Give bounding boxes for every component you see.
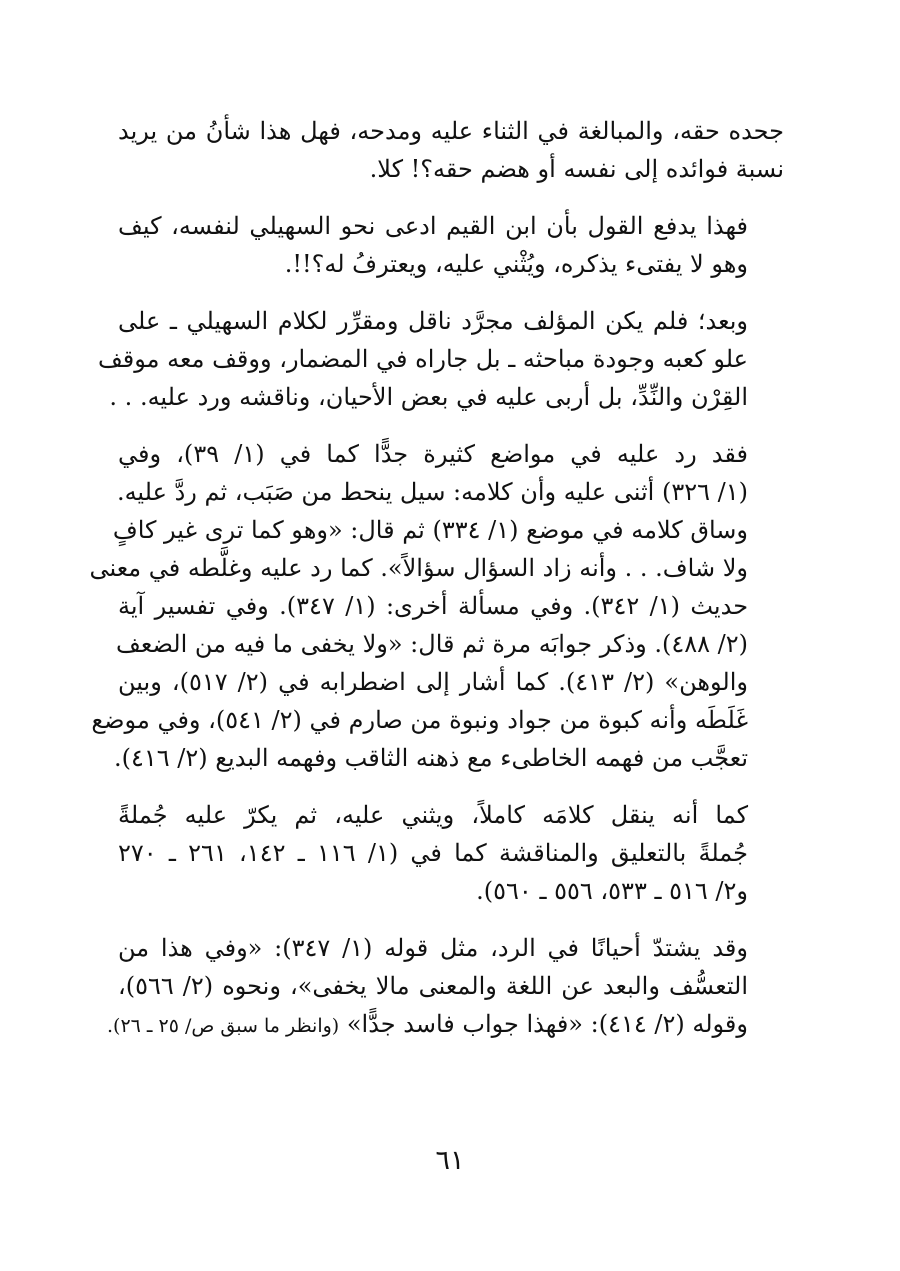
paragraph-2 (118, 207, 784, 283)
text-line: فقد رد عليه في مواضع كثيرة جدًّا كما في (١/ ٣٩)، وفي (118, 440, 749, 468)
paragraph-6 (107, 929, 784, 1045)
text-line: وهو لا يفتىء يذكره، ويُثْني عليه، ويعترفُ له؟!!. (284, 250, 748, 278)
text-line: وساق كلامه في موضع (١/ ٣٣٤) ثم قال: «وهو كما ترى غير كافٍ (112, 516, 748, 544)
paragraph-4 (89, 435, 784, 777)
text-line: التعسُّف والبعد عن اللغة والمعنى مالا يخفى»، ونحوه (٢/ ٥٦٦)، (118, 972, 748, 1000)
text-line: تعجَّب من فهمه الخاطىء مع ذهنه الثاقب وفهمه البديع (٢/ ٤١٦). (114, 744, 748, 772)
text-line: نسبة فوائده إلى نفسه أو هضم حقه؟! كلا. (369, 155, 784, 183)
text-line: والوهن» (٢/ ٤١٣). كما أشار إلى اضطرابه في (٢/ ٥١٧)، وبين (118, 668, 748, 696)
text-line-main: وقوله (٢/ ٤١٤): «فهذا جواب فاسد جدًّا» (346, 1010, 748, 1038)
text-line: علو كعبه وجودة مباحثه ـ بل جاراه في المضمار، ووقف معه موقف (97, 345, 748, 373)
text-line: و٢/ ٥١٦ ـ ٥٣٣، ٥٥٦ ـ ٥٦٠). (476, 877, 748, 905)
text-line: القِرْن والنِّدِّ، بل أربى عليه في بعض الأحيان، وناقشه ورد عليه. . . (109, 383, 748, 411)
text-line: فهذا يدفع القول بأن ابن القيم ادعى نحو السهيلي لنفسه، كيف (118, 212, 749, 240)
text-line: (٢/ ٤٨٨). وذكر جوابَه مرة ثم قال: «ولا يخفى ما فيه من الضعف (116, 630, 748, 658)
page-body (89, 112, 784, 1064)
paragraph-5 (118, 796, 784, 910)
paragraph-1 (118, 112, 784, 188)
text-line: غَلَطَه وأنه كبوة من جواد ونبوة من صارم في (٢/ ٥٤١)، وفي موضع (91, 706, 748, 734)
text-line: وقد يشتدّ أحيانًا في الرد، مثل قوله (١/ ٣٤٧): «وفي هذا من (118, 934, 748, 962)
text-line (107, 1005, 784, 1045)
text-line: جحده حقه، والمبالغة في الثناء عليه ومدحه، فهل هذا شأنُ من يريد (118, 117, 784, 145)
text-line: حديث (١/ ٣٤٢). وفي مسألة أخرى: (١/ ٣٤٧). وفي تفسير آية (118, 592, 749, 620)
parenthetical-note: (وانظر ما سبق ص/ ٢٥ ـ ٢٦). (107, 1015, 340, 1037)
paragraph-3 (97, 302, 784, 416)
text-line: (١/ ٣٢٦) أثنى عليه وأن كلامه: سيل ينحط من صَبَب، ثم ردَّ عليه. (116, 478, 748, 506)
text-line: ولا شاف. . . وأنه زاد السؤال سؤالاً». كما رد عليه وغلَّطه في معنى (89, 554, 748, 582)
text-line: جُملةً بالتعليق والمناقشة كما في (١/ ١١٦ ـ ١٤٢، ٢٦١ ـ ٢٧٠ (118, 839, 748, 867)
text-line: كما أنه ينقل كلامَه كاملاً، ويثني عليه، ثم يكرّ عليه جُملةً (118, 801, 748, 829)
text-line: وبعد؛ فلم يكن المؤلف مجرَّد ناقل ومقرِّر لكلام السهيلي ـ على (118, 307, 748, 335)
page-number: ٦١ (435, 1145, 465, 1176)
